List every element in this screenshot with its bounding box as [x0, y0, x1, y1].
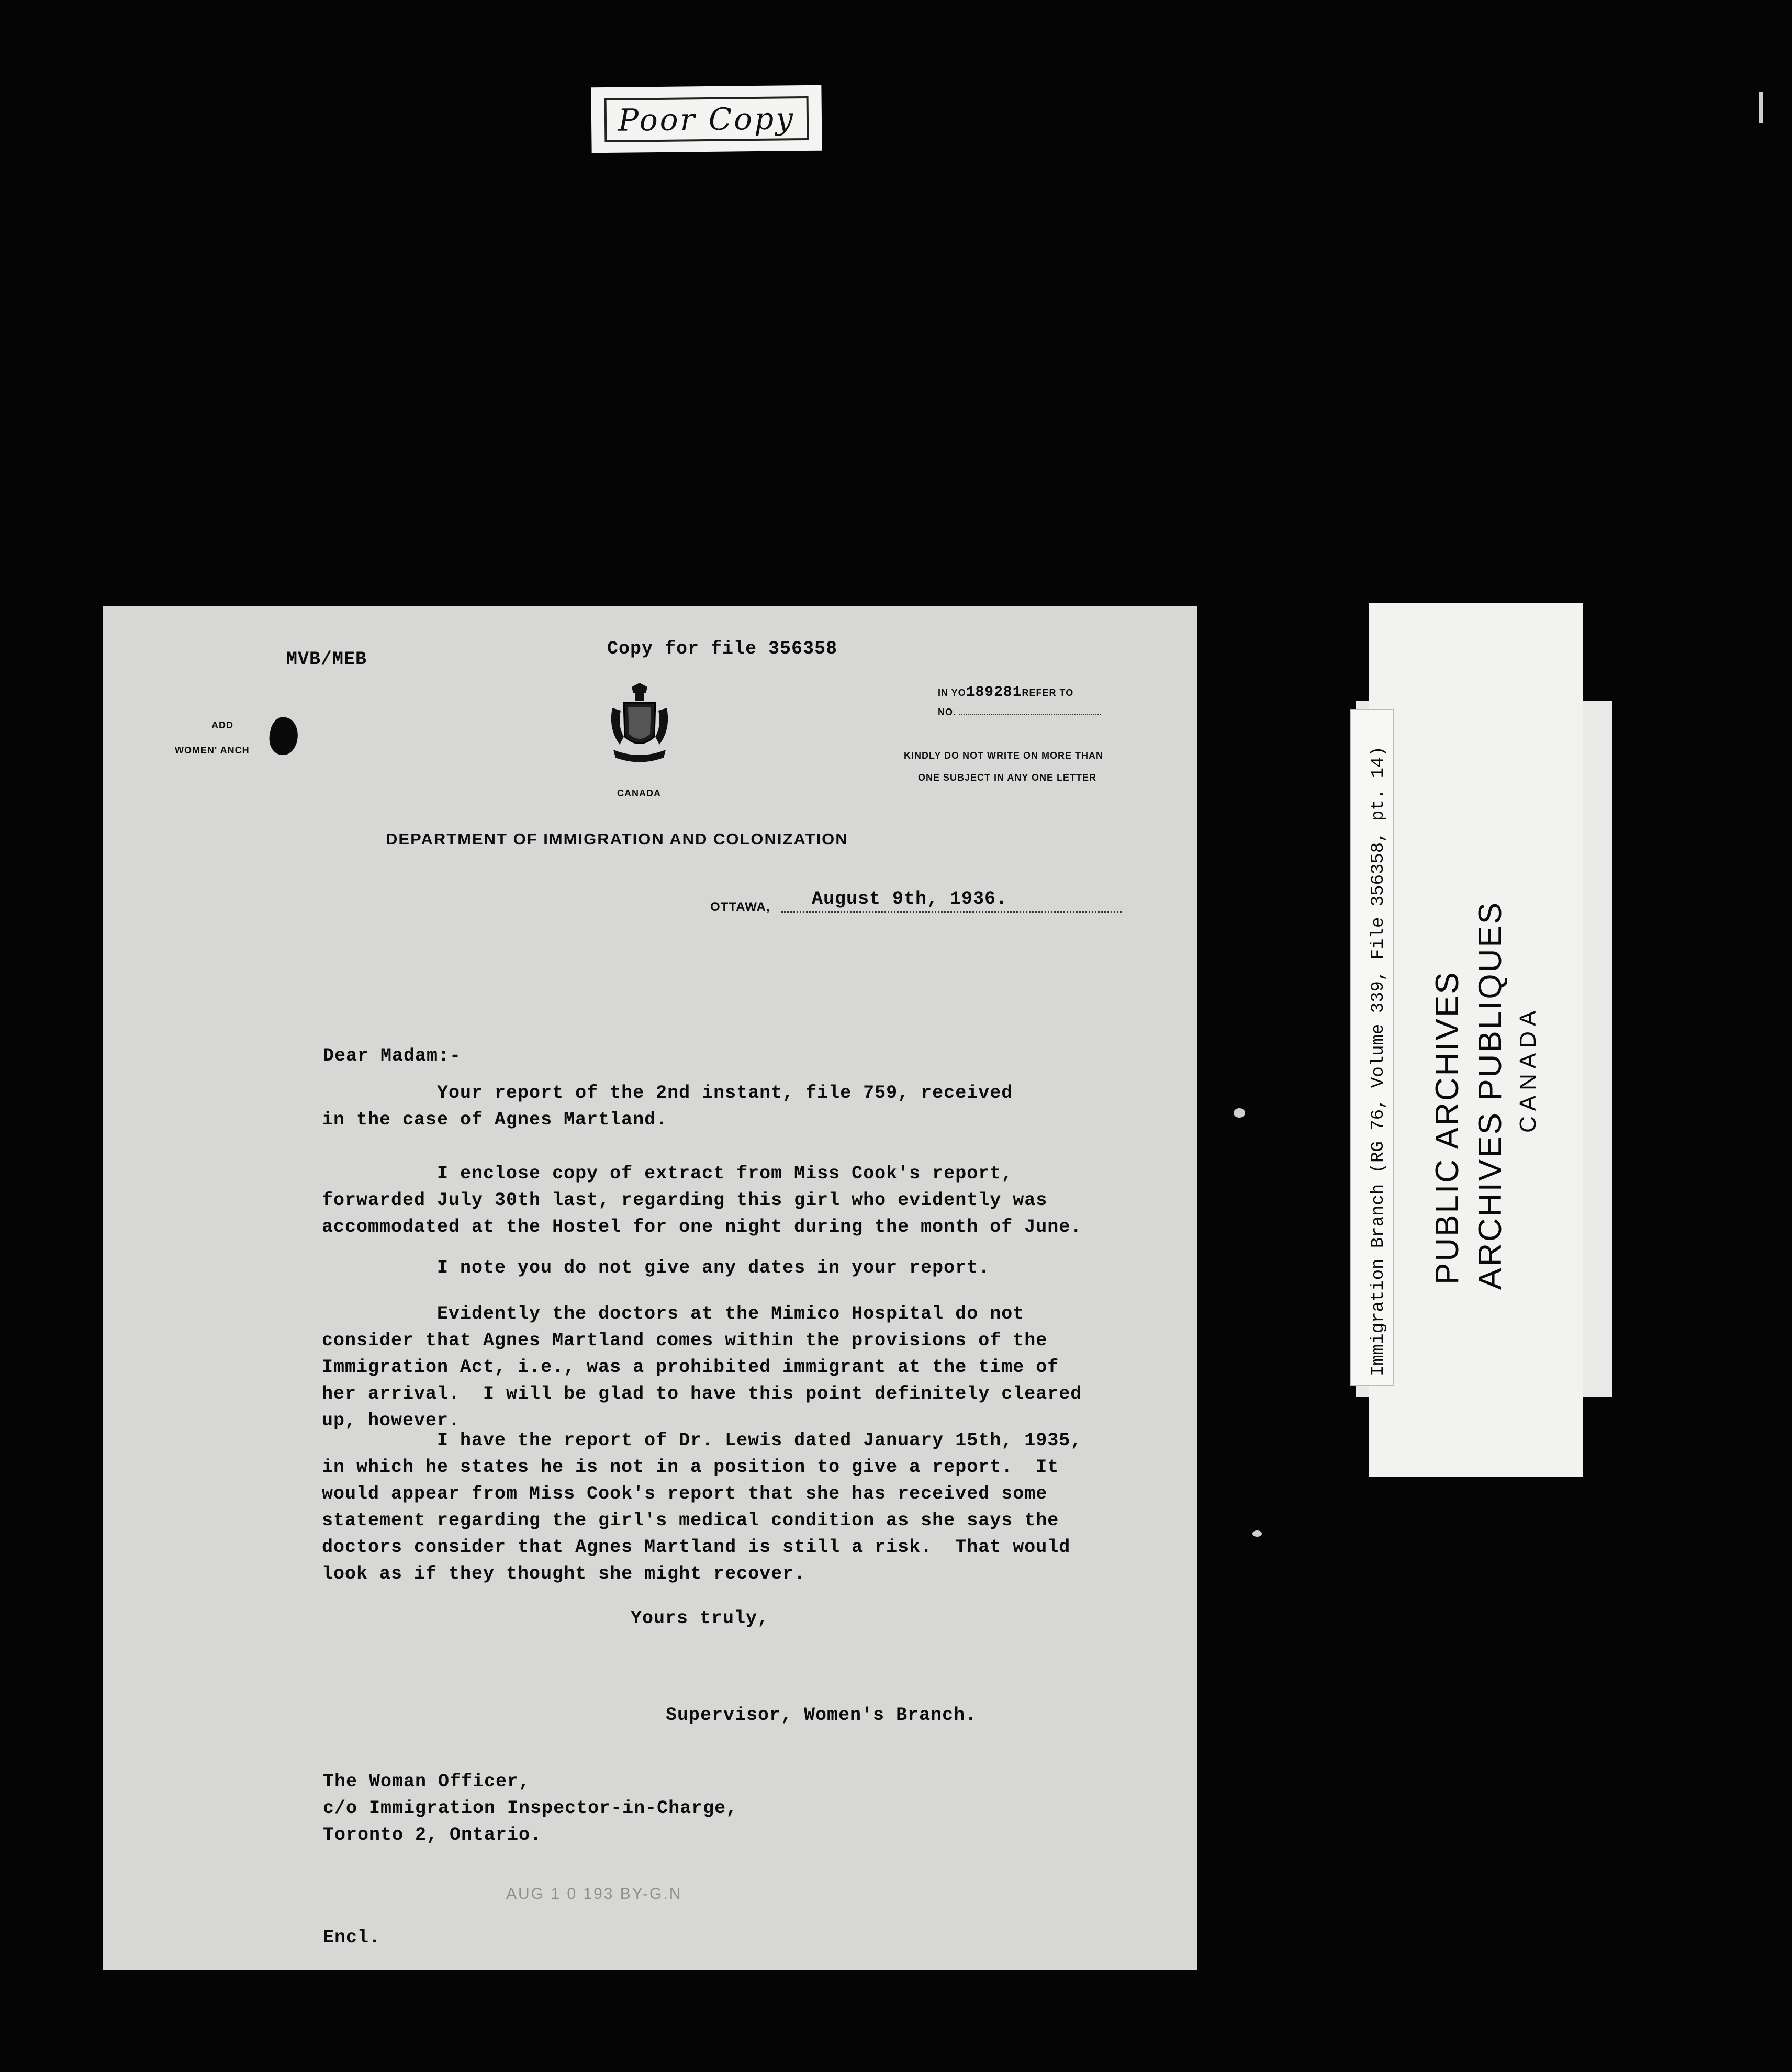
refer-line-1: [938, 684, 1073, 701]
poor-copy-tag: [591, 85, 822, 153]
salutation: Dear Madam:-: [323, 1045, 462, 1066]
paragraph-5: I have the report of Dr. Lewis dated January 15th, 1935, in which he states he is not in a position to give a report. It would appear from Miss Cook's report that she has received some statement regarding the girl's medical condition as she says the doctors consider that Agnes Martland is still a risk. That would look as if they thought she might recover.: [322, 1430, 1082, 1584]
crest-label: CANADA: [617, 788, 661, 798]
department-heading: DEPARTMENT OF IMMIGRATION AND COLONIZATION: [386, 830, 848, 848]
instruction-2: ONE SUBJECT IN ANY ONE LETTER: [918, 772, 1097, 783]
film-speck: [1234, 1108, 1245, 1118]
instruction-1: KINDLY DO NOT WRITE ON MORE THAN: [904, 750, 1104, 761]
letter-date: August 9th, 1936.: [812, 888, 1008, 909]
initials: MVB/MEB: [286, 649, 367, 670]
coat-of-arms-icon: [608, 682, 671, 768]
ink-blot: [266, 715, 301, 758]
refer-no-dots: [959, 714, 1101, 715]
film-speck: [1759, 92, 1763, 123]
enclosure: Encl.: [323, 1927, 381, 1948]
poor-copy-text: Poor Copy: [604, 96, 809, 142]
letter-page: [103, 606, 1197, 1970]
refer-no-label: NO.: [938, 707, 957, 717]
address-line-2: WOMEN' ANCH: [175, 745, 250, 756]
archive-line-3: CANADA: [1515, 1005, 1541, 1133]
copy-for-file: Copy for file 356358: [607, 638, 838, 659]
address-line-1: ADD: [211, 720, 233, 730]
refer-suffix: REFER TO: [1022, 688, 1074, 698]
film-speck: [1252, 1530, 1262, 1537]
date-line: [781, 888, 1122, 913]
paragraph-2: I enclose copy of extract from Miss Cook's report, forwarded July 30th last, regarding this girl who evidently was accommodated at the Hostel for one night during the month of June.: [322, 1163, 1082, 1237]
refer-prefix: IN YO: [938, 688, 966, 698]
archive-label: [1350, 748, 1659, 1397]
paragraph-4: Evidently the doctors at the Mimico Hospital do not consider that Agnes Martland comes within the provisions of the Immigration Act, i.e., was a prohibited immigrant at the time of her arrival. I will be glad to have this point definitely cleared up, however.: [322, 1303, 1082, 1431]
paragraph-1: Your report of the 2nd instant, file 759, received in the case of Agnes Martland.: [322, 1083, 1013, 1130]
addressee-line-1: The Woman Officer,: [323, 1771, 531, 1792]
addressee-line-2: c/o Immigration Inspector-in-Charge,: [323, 1798, 738, 1819]
signature-title: Supervisor, Women's Branch.: [666, 1705, 977, 1726]
closing: Yours truly,: [631, 1608, 769, 1629]
refer-line-2: [938, 707, 1101, 718]
archive-line-2: ARCHIVES PUBLIQUES: [1472, 900, 1508, 1290]
archive-reference: Immigration Branch (RG 76, Volume 339, File 356358, pt. 14): [1369, 746, 1388, 1376]
paragraph-3: I note you do not give any dates in your report.: [322, 1257, 990, 1278]
received-stamp: AUG 1 0 193 BY-G.N: [506, 1885, 682, 1902]
archive-line-1: PUBLIC ARCHIVES: [1429, 971, 1465, 1285]
refer-number: 189281: [966, 684, 1022, 701]
ottawa-label: OTTAWA,: [710, 900, 770, 914]
addressee-line-3: Toronto 2, Ontario.: [323, 1825, 542, 1845]
